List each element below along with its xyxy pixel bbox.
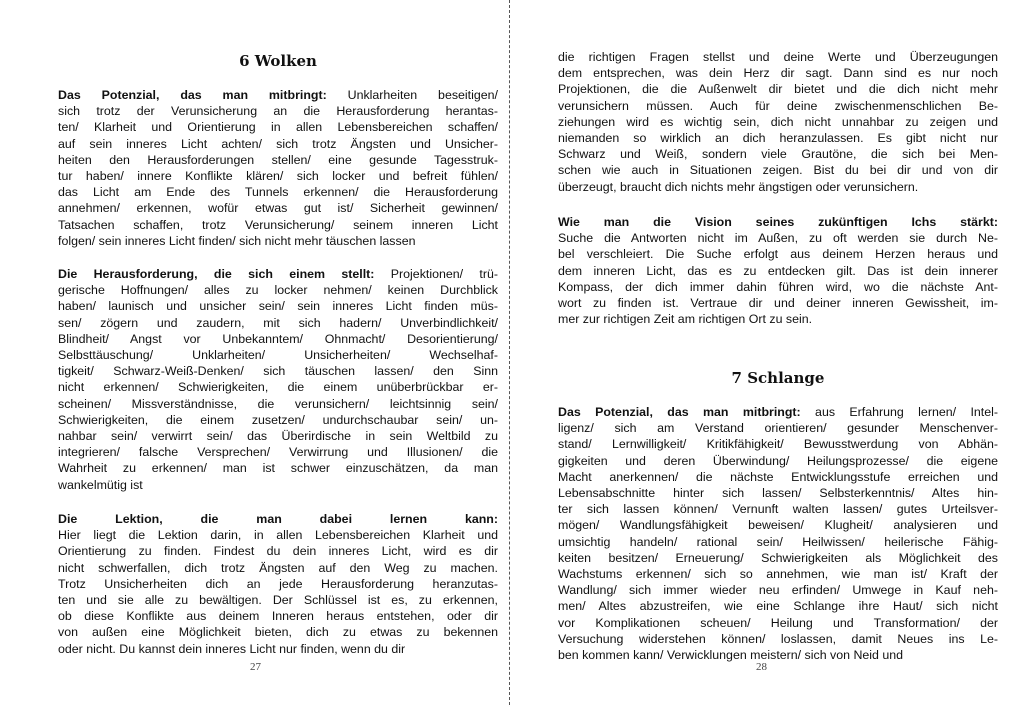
line-text: sen/ zögern und zaudern, mit sich hadern/ Unverbindlichkeit/ [58, 315, 498, 330]
text-line [558, 566, 998, 582]
text-line [58, 444, 498, 460]
text-line [58, 560, 498, 576]
line-text: dem inneren Licht, das es zu entdecken gilt. Das ist dein innerer [558, 263, 998, 278]
line-text: die richtigen Fragen stellst und deine Werte und Überzeugungen [558, 50, 998, 64]
text-line [558, 246, 998, 262]
line-text: Orientierung zu finden. Findest du dein inneres Licht, wird es dir [58, 544, 498, 559]
potential-section [58, 87, 498, 249]
text-line [558, 485, 998, 501]
text-line [558, 550, 998, 566]
line-text: umsichtig handeln/ rational sein/ Heilwissen/ heilerische Fähig- [558, 534, 998, 549]
text-line [558, 162, 998, 178]
text-line [58, 592, 498, 608]
page-number: 28 [756, 661, 767, 673]
line-text: vor Komplikationen scheuen/ Heilung und Transformation/ der [558, 615, 998, 630]
text-line [558, 81, 998, 97]
line-text: ligenz/ sich am Verstand orientieren/ gesunder Menschenver- [558, 421, 998, 436]
line-text: nahbar sein/ verwirrt sein/ das Überirdische in sein Weltbild zu [58, 429, 498, 444]
line-text: Selbsttäuschung/ Unklarheiten/ Unsicherheiten/ Wechselhaf- [58, 348, 498, 363]
line-text: tur haben/ innere Konflikte klären/ sich locker und befreit fühlen/ [58, 169, 498, 184]
text-line [58, 576, 498, 592]
text-line [58, 460, 498, 476]
line-text: überzeugt, braucht dich nichts mehr ängstigen oder verunsichern. [558, 179, 919, 194]
text-line [58, 608, 498, 624]
line-text: Lebensabschnitte hinter sich lassen/ Selbsterkenntnis/ Altes hin- [558, 486, 998, 501]
line-text: heiten den Herausforderungen stellen/ eine gesunde Tagesstruk- [58, 152, 498, 167]
text-line [58, 168, 498, 184]
text-line [58, 217, 498, 233]
text-line [58, 136, 498, 152]
line-text: ter sich lassen können/ Vernunft walten lassen/ gutes Urteilsver- [558, 502, 998, 517]
line-text: gigkeiten und deren Überwindung/ Heilungsprozesse/ die eigene [558, 453, 998, 468]
text-line [558, 404, 998, 420]
vision-section [558, 214, 998, 327]
line-text: Suche die Antworten nicht im Außen, zu oft werden sie durch Ne- [558, 231, 998, 246]
text-line [58, 527, 498, 543]
text-line [558, 146, 998, 162]
line-text: gerische Hoffnungen/ alles zu locker nehmen/ keinen Durchblick [58, 283, 498, 298]
line-text: Hier liegt die Lektion darin, in allen Lebensbereichen Klarheit und [58, 528, 498, 543]
text-line [58, 396, 498, 412]
line-text: das Licht am Ende des Tunnels erkennen/ die Herausforderung [58, 185, 498, 200]
line-text: ten/ Klarheit und Orientierung in allen Lebensbereichen schaffen/ [58, 120, 498, 135]
line-text: wankelmütig ist [58, 477, 143, 492]
text-line [558, 436, 998, 452]
line-text: mer zur richtigen Zeit am richtigen Ort zu sein. [558, 312, 813, 327]
line-text: ten und sie alle zu bewältigen. Der Schlüssel ist es, zu erkennen, [58, 593, 498, 608]
line-text: Trotz Unsicherheiten dich an jede Herausforderung heranzutas- [58, 576, 498, 591]
section-heading: Das Potenzial, das man mitbringt: [58, 88, 327, 102]
line-text: haben/ launisch und unsicher sein/ sein inneres Licht finden müs- [58, 299, 498, 314]
text-line [558, 631, 998, 647]
line-text: wort zu finden ist. Vertraue dir und deiner inneren Gewissheit, im- [558, 296, 998, 311]
text-line [558, 582, 998, 598]
line-text: Schwarz und Weiß, sondern viele Grautöne, die sich bei Men- [558, 147, 998, 162]
text-line [58, 511, 498, 527]
text-line [58, 331, 498, 347]
text-line [558, 647, 998, 663]
text-line [558, 311, 998, 327]
line-text: integrieren/ falsche Versprechen/ Verwirrung und Illusionen/ die [58, 445, 498, 460]
text-line [558, 295, 998, 311]
line-text: ob diese Konflikte aus deinem Inneren heraus entstehen, oder dir [58, 609, 498, 624]
text-line [558, 214, 998, 230]
page-number: 27 [250, 661, 261, 673]
line-text: keiten besitzen/ Erneuerung/ Schwierigkeiten als Möglichkeit des [558, 550, 998, 565]
text-line [58, 412, 498, 428]
line-text: Projektionen/ trü- [374, 267, 498, 281]
potential-section [558, 404, 998, 663]
text-line [58, 266, 498, 282]
text-line [58, 428, 498, 444]
line-text: schen wie auch in Situationen zeigen. Bist du bei dir und von dir [558, 163, 998, 178]
text-line [558, 130, 998, 146]
challenge-section [58, 266, 498, 493]
line-text: dem entsprechen, was dein Herz dir sagt. Dann sind es nur noch [558, 66, 998, 81]
line-text: aus Erfahrung lernen/ Intel- [800, 405, 998, 419]
text-line [558, 615, 998, 631]
text-line [558, 279, 998, 295]
text-line [58, 152, 498, 168]
text-line [558, 230, 998, 246]
text-line [558, 179, 998, 195]
text-line [558, 501, 998, 517]
text-line [558, 98, 998, 114]
line-text: Wandlung/ sich immer wieder neu erfinden/ Umwege in Kauf neh- [558, 583, 998, 598]
text-line [558, 49, 998, 65]
line-text: Wachstums erkennen/ sich so annehmen, wie man ist/ Kraft der [558, 567, 998, 582]
text-line [58, 103, 498, 119]
line-text: sich trotz der Verunsicherung an die Herausforderung herantas- [58, 104, 498, 119]
section-heading: Die Herausforderung, die sich einem stellt: [58, 267, 375, 281]
line-text: Projektionen, die die Außenwelt dir bietet und die dich nicht mehr [558, 82, 998, 97]
line-text: niemanden so wirklich an dich heranzulassen. Es gibt nicht nur [558, 131, 998, 146]
text-line [58, 363, 498, 379]
text-line [58, 119, 498, 135]
text-line [58, 347, 498, 363]
section-heading: Die Lektion, die man dabei lernen kann: [58, 512, 498, 526]
line-text: verunsichern müssen. Auch für deine zwischenmenschlichen Be- [558, 98, 998, 113]
text-line [58, 184, 498, 200]
line-text: von außen eine Möglichkeit bieten, dich zu etwas zu bekennen [58, 625, 498, 640]
line-text: stand/ Lernwilligkeit/ Kritikfähigkeit/ Bewusstwerdung von Abhän- [558, 437, 998, 452]
text-line [558, 453, 998, 469]
text-line [558, 517, 998, 533]
chapter-title: 7 Schlange [731, 369, 825, 387]
line-text: nicht erkennen/ Schwierigkeiten, die einem unüberbrückbar er- [58, 380, 498, 395]
text-line [558, 534, 998, 550]
line-text: scheinen/ Missverständnisse, die verunsichern/ leichtsinnig sein/ [58, 396, 498, 411]
line-text: Macht anerkennen/ die nächste Entwicklungsstufe erreichen und [558, 469, 998, 484]
text-line [58, 282, 498, 298]
text-line [558, 420, 998, 436]
line-text: auf sein inneres Licht achten/ sich trotz Ängsten und Unsicher- [58, 136, 498, 151]
text-line [558, 263, 998, 279]
line-text: Kompass, der dich immer dahin führen wird, wo die nächste Ant- [558, 279, 998, 294]
line-text: Versuchung widerstehen können/ loslassen, damit Neues ins Le- [558, 631, 998, 646]
page-gutter-divider [509, 0, 510, 705]
line-text: bel verschleiert. Die Suche erfolgt aus deinem Herzen heraus und [558, 247, 998, 262]
text-line [58, 477, 498, 493]
line-text: mögen/ Wandlungsfähigkeit beweisen/ Klugheit/ analysieren und [558, 518, 998, 533]
text-line [58, 200, 498, 216]
line-text: Schwierigkeiten, die einem zusetzen/ undurchschaubar sein/ un- [58, 412, 498, 427]
text-line [558, 598, 998, 614]
text-line [558, 114, 998, 130]
text-line [558, 469, 998, 485]
line-text: ziehungen wird es wichtig sein, dich nicht unnahbar zu zeigen und [558, 114, 998, 129]
line-text: ben kommen kann/ Verwicklungen meistern/ sich von Neid und [558, 648, 904, 663]
line-text: tigkeit/ Schwarz-Weiß-Denken/ sich täuschen lassen/ den Sinn [58, 364, 498, 379]
line-text: annehmen/ erkennen, wofür etwas gut ist/ Sicherheit gewinnen/ [58, 201, 498, 216]
text-line [58, 87, 498, 103]
text-line [58, 298, 498, 314]
line-text: Tatsachen schaffen, trotz Verunsicherung/ seinem inneren Licht [58, 217, 498, 232]
text-line [58, 233, 498, 249]
chapter-title: 6 Wolken [239, 52, 317, 70]
line-text: Unklarheiten beseitigen/ [326, 88, 498, 102]
lesson-section [58, 511, 498, 657]
section-heading: Wie man die Vision seines zukünftigen Ichs stärkt: [558, 215, 998, 229]
line-text: oder nicht. Du kannst dein inneres Licht nur finden, wenn du dir [58, 641, 406, 656]
text-line [58, 379, 498, 395]
line-text: Wahrheit zu erkennen/ man ist schwer einzuschätzen, da man [58, 461, 498, 476]
line-text: nicht schwerfallen, dich trotz Ängsten auf den Weg zu machen. [58, 560, 498, 575]
text-line [58, 315, 498, 331]
text-line [58, 543, 498, 559]
line-text: Blindheit/ Angst vor Unbekanntem/ Ohnmacht/ Desorientierung/ [58, 331, 498, 346]
text-line [58, 641, 498, 657]
continued-text-section [558, 49, 998, 195]
text-line [558, 65, 998, 81]
line-text: men/ Altes abzustreifen, wie eine Schlange ihre Haut/ sich nicht [558, 599, 998, 614]
text-line [58, 624, 498, 640]
line-text: folgen/ sein inneres Licht finden/ sich nicht mehr täuschen lassen [58, 233, 416, 248]
section-heading: Das Potenzial, das man mitbringt: [558, 405, 801, 419]
